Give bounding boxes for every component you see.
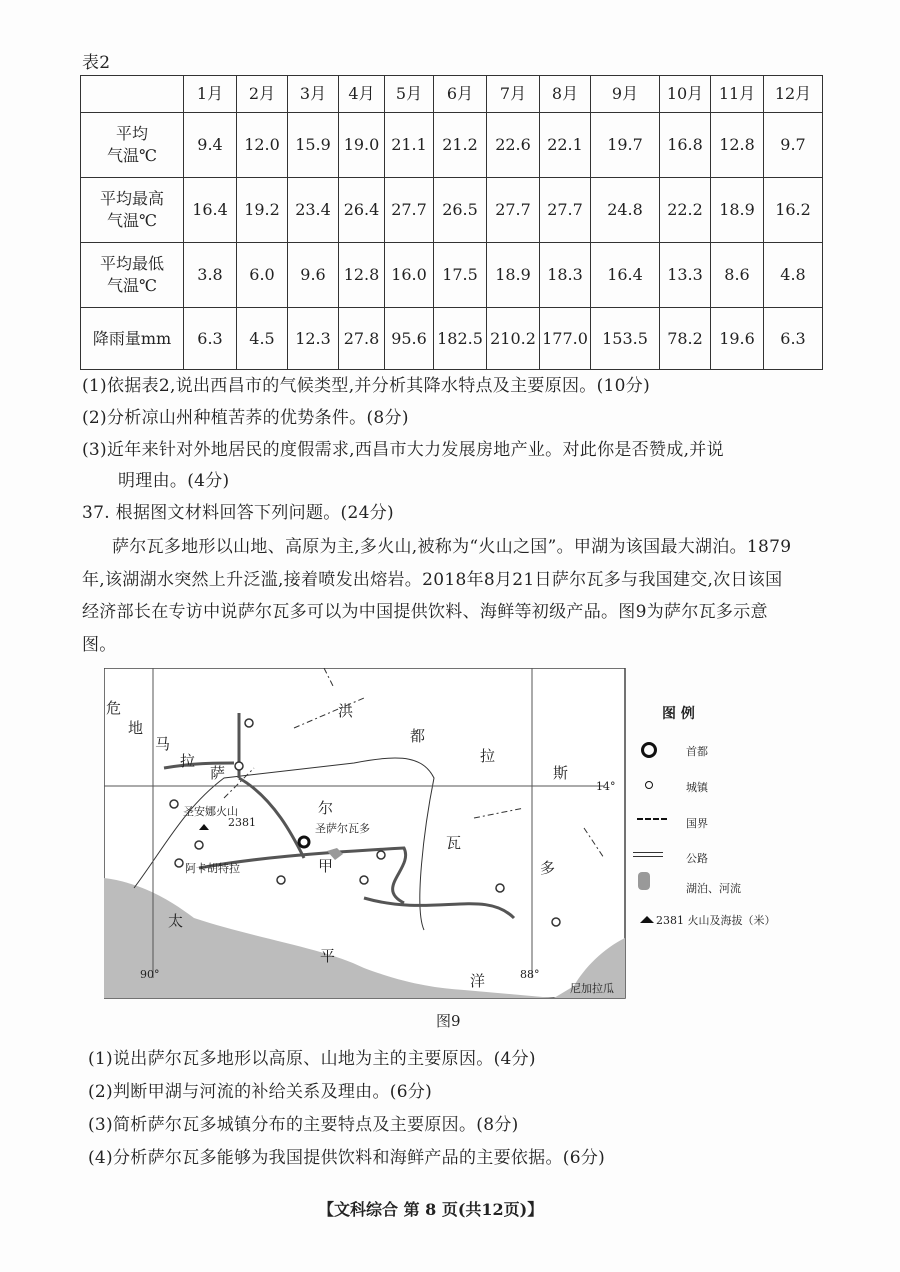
label-guatemala-3: 马 bbox=[155, 735, 171, 753]
month-header: 1月 bbox=[184, 76, 237, 113]
table-cell: 12.8 bbox=[711, 113, 764, 178]
legend-lake-river: 湖泊、河流 bbox=[686, 882, 741, 895]
table-cell: 27.7 bbox=[487, 178, 540, 243]
border-icon bbox=[637, 818, 667, 820]
table-cell: 9.6 bbox=[288, 243, 339, 308]
label-lake-jia: 甲 bbox=[318, 857, 334, 875]
month-header: 2月 bbox=[237, 76, 288, 113]
label-pacific-2: 平 bbox=[320, 947, 336, 965]
table-cell: 6.3 bbox=[184, 308, 237, 370]
label-honduras-1: 洪 bbox=[338, 702, 354, 720]
question-37-2: (2)判断甲湖与河流的补给关系及理由。(6分) bbox=[88, 1082, 433, 1102]
table-cell: 27.7 bbox=[385, 178, 434, 243]
row-label-line: 气温℃ bbox=[107, 211, 157, 230]
month-header: 4月 bbox=[339, 76, 385, 113]
header-empty-cell bbox=[81, 76, 184, 113]
label-volcano-height: 2381 bbox=[228, 816, 256, 829]
label-nicaragua: 尼加拉瓜 bbox=[570, 982, 614, 995]
table-cell: 19.2 bbox=[237, 178, 288, 243]
question-36-3: (3)近年来针对外地居民的度假需求,西昌市大力发展房地产业。对此你是否赞成,并说 bbox=[82, 440, 724, 460]
question-36-1: (1)依据表2,说出西昌市的气候类型,并分析其降水特点及主要原因。(10分) bbox=[82, 376, 650, 396]
label-salvador-1: 萨 bbox=[210, 764, 226, 782]
table-row bbox=[81, 113, 823, 178]
table-cell: 22.6 bbox=[487, 113, 540, 178]
table-cell: 18.9 bbox=[487, 243, 540, 308]
table-cell: 12.8 bbox=[339, 243, 385, 308]
table-cell: 177.0 bbox=[540, 308, 591, 370]
label-pacific-3: 洋 bbox=[470, 972, 486, 990]
month-header: 10月 bbox=[660, 76, 711, 113]
table-cell: 26.5 bbox=[434, 178, 487, 243]
row-label bbox=[81, 113, 184, 178]
table-cell: 16.8 bbox=[660, 113, 711, 178]
table-cell: 9.4 bbox=[184, 113, 237, 178]
table-cell: 22.2 bbox=[660, 178, 711, 243]
capital-marker bbox=[299, 837, 309, 847]
table-cell: 15.9 bbox=[288, 113, 339, 178]
row-label-line: 平均最高 bbox=[99, 189, 164, 208]
month-header: 5月 bbox=[385, 76, 434, 113]
table-cell: 16.4 bbox=[591, 243, 660, 308]
table-cell: 78.2 bbox=[660, 308, 711, 370]
question-37-1: (1)说出萨尔瓦多地形以高原、山地为主的主要原因。(4分) bbox=[88, 1049, 536, 1069]
table-cell: 182.5 bbox=[434, 308, 487, 370]
figure-caption: 图9 bbox=[436, 1012, 461, 1030]
table-cell: 24.8 bbox=[591, 178, 660, 243]
label-salvador-3: 瓦 bbox=[446, 834, 462, 852]
table-cell: 19.0 bbox=[339, 113, 385, 178]
label-pacific-1: 太 bbox=[168, 912, 184, 930]
table-cell: 3.8 bbox=[184, 243, 237, 308]
material-line-3: 经济部长在专访中说萨尔瓦多可以为中国提供饮料、海鲜等初级产品。图9为萨尔瓦多示意 bbox=[82, 602, 768, 622]
road-icon bbox=[633, 852, 663, 857]
table-cell: 4.5 bbox=[237, 308, 288, 370]
table-cell: 12.3 bbox=[288, 308, 339, 370]
label-acajutla: 阿卡胡特拉 bbox=[185, 862, 240, 875]
question-37-3: (3)简析萨尔瓦多城镇分布的主要特点及主要原因。(8分) bbox=[88, 1115, 519, 1135]
label-guatemala-4: 拉 bbox=[180, 752, 196, 770]
table-cell: 26.4 bbox=[339, 178, 385, 243]
table-cell: 21.1 bbox=[385, 113, 434, 178]
table-cell: 27.7 bbox=[540, 178, 591, 243]
row-label-line: 气温℃ bbox=[107, 146, 157, 165]
table-cell: 18.3 bbox=[540, 243, 591, 308]
row-label bbox=[81, 308, 184, 370]
table-cell: 8.6 bbox=[711, 243, 764, 308]
month-header: 8月 bbox=[540, 76, 591, 113]
month-header: 9月 bbox=[591, 76, 660, 113]
question-37-title: 37. 根据图文材料回答下列问题。(24分) bbox=[82, 503, 394, 523]
table-cell: 22.1 bbox=[540, 113, 591, 178]
label-honduras-2: 都 bbox=[410, 727, 426, 745]
label-honduras-4: 斯 bbox=[553, 764, 569, 782]
table-cell: 21.2 bbox=[434, 113, 487, 178]
table-cell: 19.7 bbox=[591, 113, 660, 178]
row-label bbox=[81, 178, 184, 243]
label-volcano: 圣安娜火山 bbox=[183, 805, 238, 818]
table-cell: 6.3 bbox=[764, 308, 823, 370]
lake-river-icon bbox=[638, 872, 650, 890]
row-label-line: 降雨量mm bbox=[92, 328, 172, 348]
row-label-line: 气温℃ bbox=[107, 276, 157, 295]
label-salvador-4: 多 bbox=[540, 859, 556, 877]
table-cell: 16.2 bbox=[764, 178, 823, 243]
table-cell: 12.0 bbox=[237, 113, 288, 178]
label-lon-88: 88° bbox=[520, 968, 540, 981]
table-row bbox=[81, 243, 823, 308]
table-cell: 9.7 bbox=[764, 113, 823, 178]
volcano-icon bbox=[640, 916, 654, 923]
table-cell: 16.4 bbox=[184, 178, 237, 243]
table-cell: 6.0 bbox=[237, 243, 288, 308]
label-guatemala-2: 地 bbox=[128, 719, 144, 737]
table-cell: 153.5 bbox=[591, 308, 660, 370]
legend-capital: 首都 bbox=[686, 745, 708, 758]
table-cell: 19.6 bbox=[711, 308, 764, 370]
row-label-line: 平均 bbox=[115, 124, 148, 143]
label-guatemala-1: 危 bbox=[106, 699, 122, 717]
table-caption: 表2 bbox=[82, 53, 111, 73]
question-36-2: (2)分析凉山州种植苦荞的优势条件。(8分) bbox=[82, 408, 409, 428]
table-cell: 23.4 bbox=[288, 178, 339, 243]
month-header: 7月 bbox=[487, 76, 540, 113]
legend-volcano: 2381 火山及海拔（米） bbox=[656, 914, 776, 927]
capital-icon bbox=[641, 742, 657, 758]
legend-border: 国界 bbox=[686, 817, 708, 830]
table-cell: 17.5 bbox=[434, 243, 487, 308]
material-line-2: 年,该湖湖水突然上升泛滥,接着喷发出熔岩。2018年8月21日萨尔瓦多与我国建交,次日该国 bbox=[82, 570, 783, 590]
table-cell: 210.2 bbox=[487, 308, 540, 370]
town-icon bbox=[645, 781, 653, 789]
row-label bbox=[81, 243, 184, 308]
table-row bbox=[81, 178, 823, 243]
material-line-1: 萨尔瓦多地形以山地、高原为主,多火山,被称为“火山之国”。甲湖为该国最大湖泊。1879 bbox=[112, 537, 792, 557]
table-cell: 95.6 bbox=[385, 308, 434, 370]
table-cell: 18.9 bbox=[711, 178, 764, 243]
label-honduras-3: 拉 bbox=[480, 747, 496, 765]
month-header: 3月 bbox=[288, 76, 339, 113]
page-footer: 【文科综合 第 8 页(共12页)】 bbox=[318, 1200, 544, 1219]
row-label-line: 平均最低 bbox=[99, 254, 164, 273]
month-header: 6月 bbox=[434, 76, 487, 113]
label-salvador-2: 尔 bbox=[318, 799, 334, 817]
month-header: 11月 bbox=[711, 76, 764, 113]
label-lon-90: 90° bbox=[140, 968, 160, 981]
legend-title: 图 例 bbox=[662, 706, 695, 722]
legend-road: 公路 bbox=[686, 852, 708, 865]
label-capital: 圣萨尔瓦多 bbox=[315, 822, 370, 835]
material-line-4: 图。 bbox=[82, 635, 117, 655]
label-lat-14: 14° bbox=[596, 780, 616, 793]
month-header: 12月 bbox=[764, 76, 823, 113]
question-36-3-cont: 明理由。(4分) bbox=[118, 471, 230, 491]
question-37-4: (4)分析萨尔瓦多能够为我国提供饮料和海鲜产品的主要依据。(6分) bbox=[88, 1148, 606, 1168]
climate-table bbox=[80, 75, 823, 370]
table-cell: 16.0 bbox=[385, 243, 434, 308]
table-cell: 27.8 bbox=[339, 308, 385, 370]
table-row bbox=[81, 308, 823, 370]
legend-town: 城镇 bbox=[686, 781, 708, 794]
table-cell: 4.8 bbox=[764, 243, 823, 308]
table-cell: 13.3 bbox=[660, 243, 711, 308]
